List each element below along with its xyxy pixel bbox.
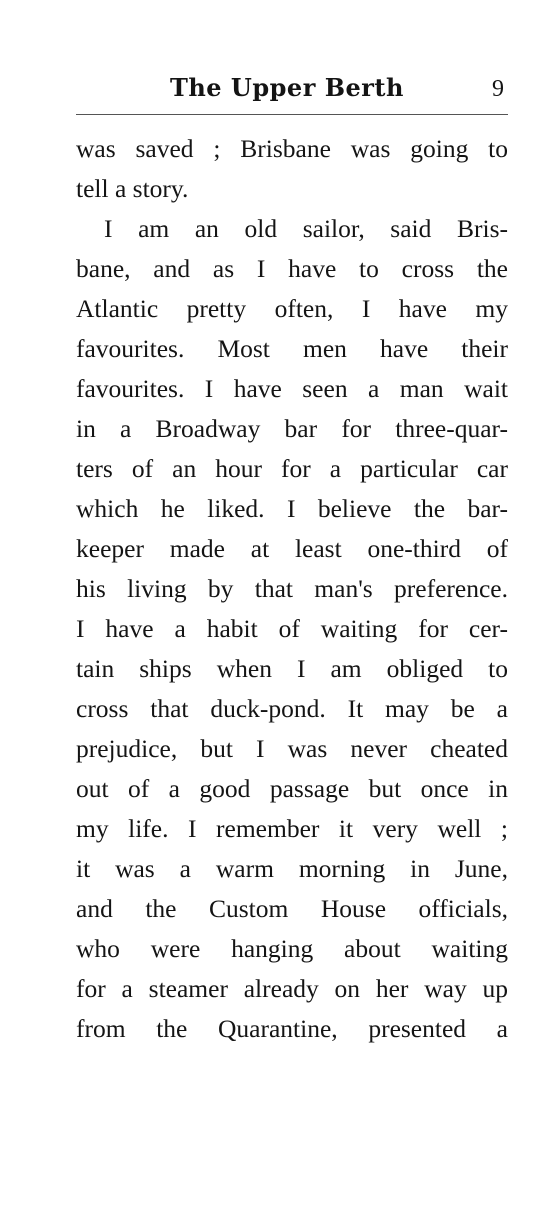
text-line: my life. I remember it very well ; xyxy=(76,814,508,843)
text-line: I am an old sailor, said Bris- xyxy=(104,214,508,243)
text-line: it was a warm morning in June, xyxy=(76,854,508,883)
text-line: cross that duck-pond. It may be a xyxy=(76,694,508,723)
text-line: and the Custom House officials, xyxy=(76,894,508,923)
text-line: keeper made at least one-third of xyxy=(76,534,508,563)
text-line: who were hanging about waiting xyxy=(76,934,508,963)
running-title: The Upper Berth xyxy=(170,73,404,102)
text-line: Atlantic pretty often, I have my xyxy=(76,294,508,323)
text-line: was saved ; Brisbane was going to xyxy=(76,134,508,163)
text-line: which he liked. I believe the bar- xyxy=(76,494,508,523)
page-number: 9 xyxy=(492,76,504,102)
text-line: prejudice, but I was never cheated xyxy=(76,734,508,763)
text-line: out of a good passage but once in xyxy=(76,774,508,803)
text-line: from the Quarantine, presented a xyxy=(76,1014,508,1043)
body-text xyxy=(76,129,508,1049)
text-line: bane, and as I have to cross the xyxy=(76,254,508,283)
text-line: ters of an hour for a particular car xyxy=(76,454,508,483)
text-line: for a steamer already on her way up xyxy=(76,974,508,1003)
text-line: tell a story. xyxy=(76,174,189,203)
text-line: favourites. Most men have their xyxy=(76,334,508,363)
text-line: favourites. I have seen a man wait xyxy=(76,374,508,403)
header-rule xyxy=(76,114,508,115)
text-line: tain ships when I am obliged to xyxy=(76,654,508,683)
running-head xyxy=(76,70,508,110)
text-line: his living by that man's preference. xyxy=(76,574,508,603)
text-line: I have a habit of waiting for cer- xyxy=(76,614,508,643)
text-line: in a Broadway bar for three-quar- xyxy=(76,414,508,443)
